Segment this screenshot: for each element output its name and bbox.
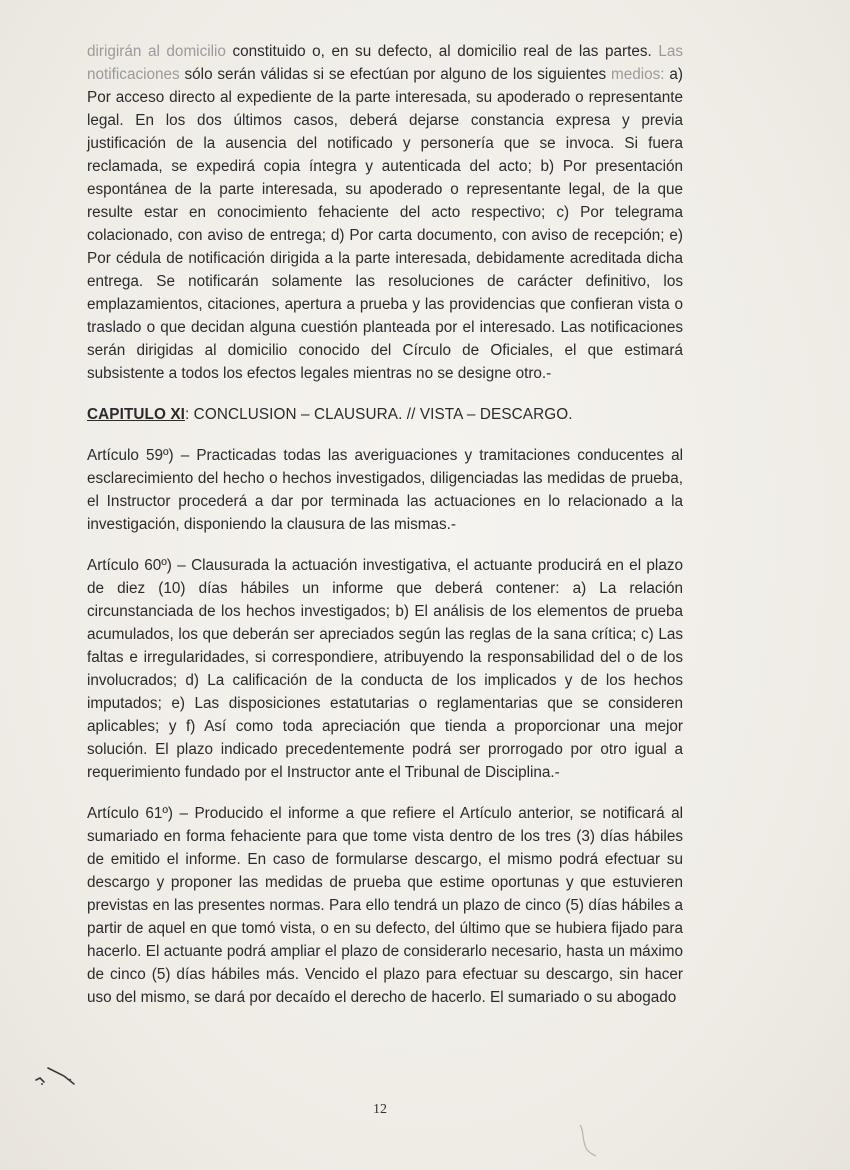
paragraph-notificaciones <box>87 40 683 385</box>
article-60: Artículo 60º) – Clausurada la actuación investigativa, el actuante producirá en el plazo de diez (10) días hábiles un informe que deberá contener: a) La relación circunstanciada de los hechos investigados; b) El análisis de los elementos de prueba acumulados, los que deberán ser apreciados según las reglas de la sana crítica; c) Las faltas e irregularidades, si correspondiere, atribuyendo la responsabilidad del o de los involucrados; d) La calificación de la conducta de los implicados y de los hechos imputados; e) Las disposiciones estatutarias o reglamentarias que se consideren aplicables; y f) Así como toda apreciación que tienda a proporcionar una mejor solución. El plazo indicado precedentemente podrá ser prorrogado por otro igual a requerimiento fundado por el Instructor ante el Tribunal de Disciplina.- <box>87 557 683 781</box>
article-59: Artículo 59º) – Practicadas todas las averiguaciones y tramitaciones conducentes al esclarecimiento del hecho o hechos investigados, diligenciadas las medidas de prueba, el Instructor procederá a dar por terminada las actuaciones en lo relacionado a la investigación, disponiendo la clausura de las mismas.- <box>87 447 683 533</box>
scan-artifact-icon <box>34 1058 84 1088</box>
page-number: 12 <box>373 1102 387 1117</box>
article-61: Artículo 61º) – Producido el informe a que refiere el Artículo anterior, se notificará al sumariado en forma fehaciente para que tome vista dentro de los tres (3) días hábiles de emitido el informe. En caso de formularse descargo, el mismo podrá efectuar su descargo y proponer las medidas de prueba que estime oportunas y que estuvieren previstas en las presentes normas. Para ello tendrá un plazo de cinco (5) días hábiles a partir de aquel en que tomó vista, o en su defecto, del último que se hubiera fijado para hacerlo. El actuante podrá ampliar el plazo de considerarlo necesario, hasta un máximo de cinco (5) días hábiles más. Vencido el plazo para efectuar su descargo, sin hacer uso del mismo, se dará por decaído el derecho de hacerlo. El sumariado o su abogado <box>87 805 683 1006</box>
faded-text: Las notificaciones <box>87 43 683 83</box>
chapter-title: : CONCLUSION – CLAUSURA. // VISTA – DESCARGO. <box>184 406 573 423</box>
paragraph-text: constituido o, en su defecto, al domicilio real de las partes. <box>225 43 659 60</box>
paragraph-text: sólo serán válidas si se efectúan por alguno de los siguientes <box>179 66 611 83</box>
paragraph-text: a) Por acceso directo al expediente de la parte interesada, su apoderado o representante legal. En los dos últimos casos, deberá dejarse constancia expresa y previa justificación de la ausencia del notificado y personería que se invoca. Si fuera reclamada, se expedirá copia íntegra y autenticada del acto; b) Por presentación espontánea de la parte interesada, su apoderado o representante legal, de la que resulte estar en conocimiento fehaciente del acto respectivo; c) Por telegrama colacionado, con aviso de entrega; d) Por carta documento, con aviso de recepción; e) Por cédula de notificación dirigida a la parte interesada, debidamente acreditada dicha entrega. Se notificarán solamente las resoluciones de carácter definitivo, los emplazamientos, citaciones, apertura a prueba y las providencias que confieran vista o traslado o que decidan alguna cuestión planteada por el interesado. Las notificaciones serán dirigidas al domicilio conocido del Círculo de Oficiales, el que estimará subsistente a todos los efectos legales mientras no se designe otro.- <box>87 66 683 382</box>
document-body <box>87 40 683 1027</box>
faded-text: dirigirán al domicilio <box>87 43 226 60</box>
chapter-heading <box>87 403 683 426</box>
chapter-label: CAPITULO XI <box>87 406 185 423</box>
scan-artifact-icon <box>570 1120 610 1160</box>
faded-text: medios: <box>611 66 665 83</box>
